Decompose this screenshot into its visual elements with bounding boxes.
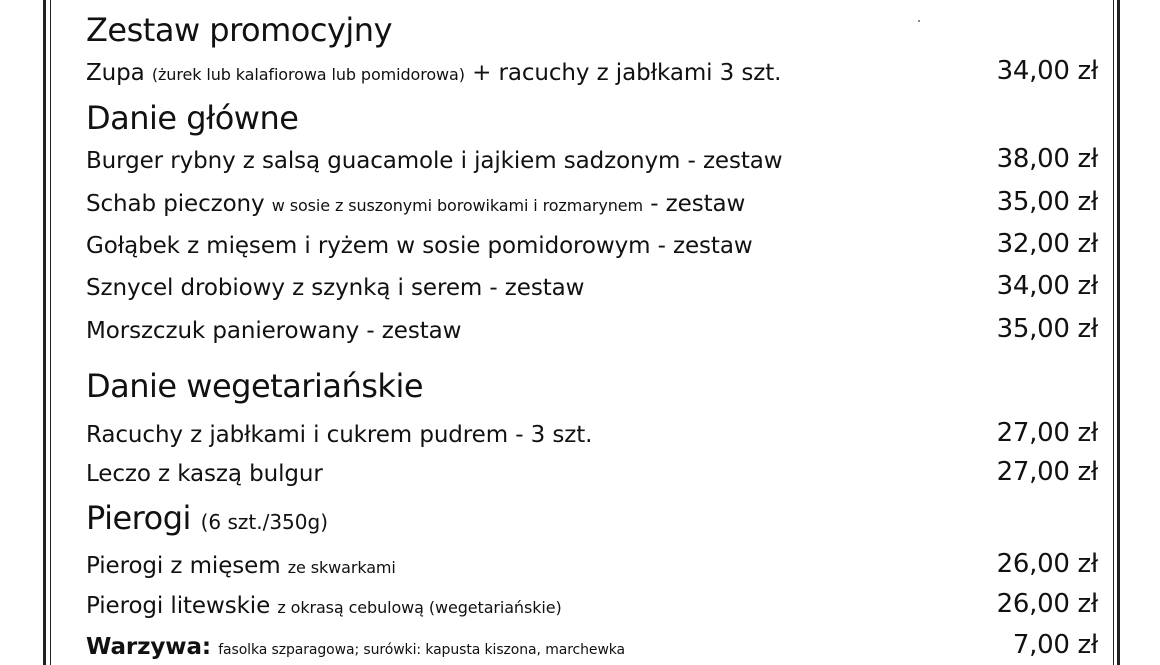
menu-item-promo xyxy=(86,56,1098,90)
menu-item-warzywa xyxy=(86,630,1098,664)
menu-item-vege xyxy=(86,418,1098,452)
item-name-rest: - zestaw xyxy=(650,191,746,217)
menu-item-main xyxy=(86,271,1098,305)
item-price: 34,00 zł xyxy=(996,271,1098,301)
item-name: Schab pieczony xyxy=(86,191,265,217)
menu-item-label xyxy=(86,634,625,660)
item-name: Racuchy z jabłkami i cukrem pudrem - 3 szt. xyxy=(86,422,593,448)
menu-item-main xyxy=(86,187,1098,221)
item-name: Warzywa: xyxy=(86,634,211,660)
menu-item-main xyxy=(86,314,1098,348)
section-heading-vege: Danie wegetariańskie xyxy=(86,367,424,405)
item-name: Morszczuk panierowany - zestaw xyxy=(86,318,462,344)
item-price: 27,00 zł xyxy=(996,457,1098,487)
frame-inner-border-left xyxy=(50,0,51,665)
item-price: 34,00 zł xyxy=(996,56,1098,86)
scan-speck xyxy=(918,20,920,22)
item-name: Gołąbek z mięsem i ryżem w sosie pomidorowym - zestaw xyxy=(86,233,753,259)
item-note: z okrasą cebulową (wegetariańskie) xyxy=(277,598,562,617)
frame-border-right xyxy=(1117,0,1120,665)
section-heading-promo: Zestaw promocyjny xyxy=(86,11,393,49)
menu-item-vege xyxy=(86,457,1098,491)
menu-item-label xyxy=(86,553,396,579)
menu-item-main xyxy=(86,144,1098,178)
menu-item-main xyxy=(86,229,1098,263)
menu-item-pierogi xyxy=(86,549,1098,583)
item-price: 7,00 zł xyxy=(1012,630,1098,660)
item-price: 27,00 zł xyxy=(996,418,1098,448)
menu-item-label xyxy=(86,60,781,86)
item-price: 26,00 zł xyxy=(996,589,1098,619)
item-note: ze skwarkami xyxy=(287,558,396,577)
item-price: 35,00 zł xyxy=(996,187,1098,217)
frame-inner-border-right xyxy=(1113,0,1114,665)
frame-border-left xyxy=(43,0,46,665)
item-name: Leczo z kaszą bulgur xyxy=(86,461,323,487)
item-name: Burger rybny z salsą guacamole i jajkiem sadzonym - zestaw xyxy=(86,148,783,174)
item-price: 35,00 zł xyxy=(996,314,1098,344)
heading-note: (6 szt./350g) xyxy=(200,510,328,534)
menu-item-pierogi xyxy=(86,589,1098,623)
menu-item-label xyxy=(86,593,562,619)
item-name: Pierogi litewskie xyxy=(86,593,271,619)
menu-item-label xyxy=(86,191,745,217)
section-heading-main: Danie główne xyxy=(86,99,299,137)
item-note: w sosie z suszonymi borowikami i rozmarynem xyxy=(271,196,644,215)
heading-title: Pierogi xyxy=(86,499,191,537)
item-name: Pierogi z mięsem xyxy=(86,553,281,579)
section-heading-pierogi xyxy=(86,499,328,537)
item-name: Sznycel drobiowy z szynką i serem - zestaw xyxy=(86,275,585,301)
item-price: 26,00 zł xyxy=(996,549,1098,579)
item-price: 38,00 zł xyxy=(996,144,1098,174)
item-note: (żurek lub kalafiorowa lub pomidorowa) xyxy=(151,65,465,84)
item-price: 32,00 zł xyxy=(996,229,1098,259)
item-name: Zupa xyxy=(86,60,145,86)
item-name-rest: + racuchy z jabłkami 3 szt. xyxy=(472,60,782,86)
item-note: fasolka szparagowa; surówki: kapusta kiszona, marchewka xyxy=(218,642,626,658)
